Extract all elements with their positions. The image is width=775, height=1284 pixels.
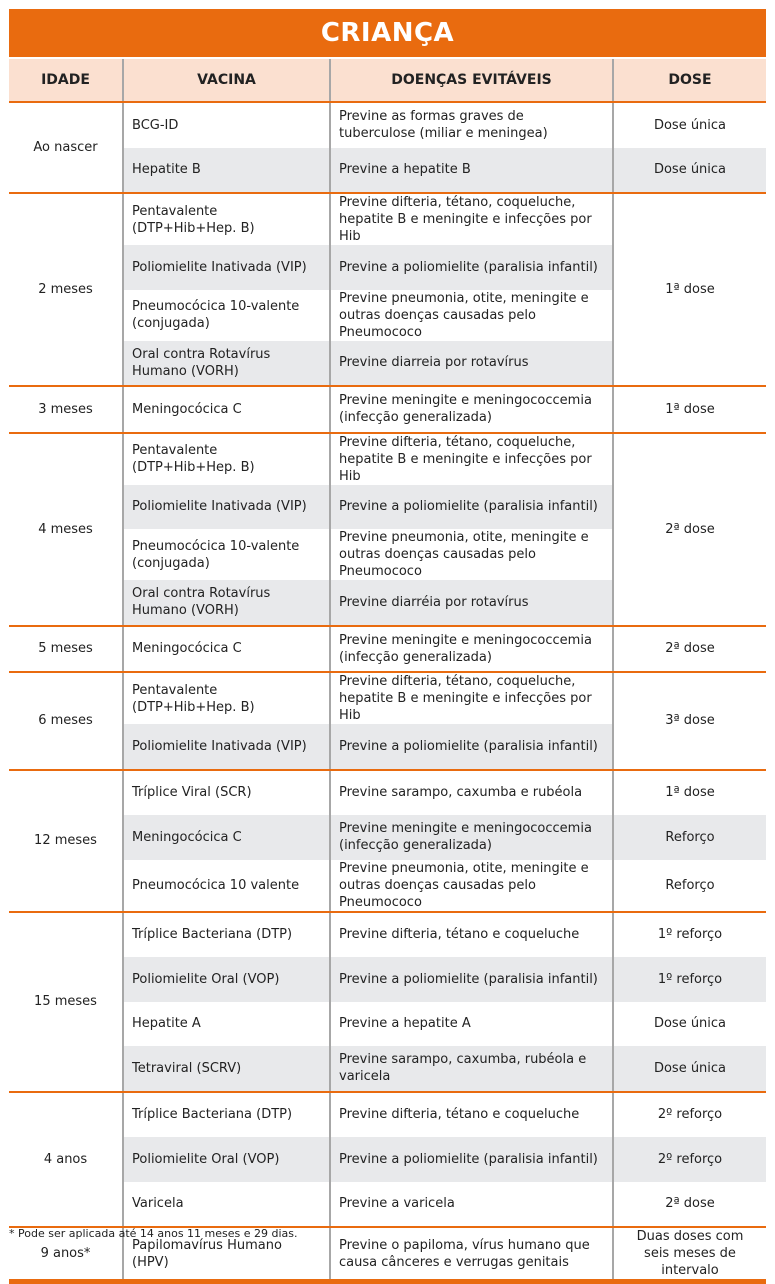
age-cell: 3 meses	[9, 386, 123, 433]
dose-cell: 2ª dose	[613, 626, 766, 673]
dose-cell: 2ª dose	[613, 433, 766, 626]
vaccine-cell: Tríplice Viral (SCR)	[123, 770, 330, 816]
header-vacina: VACINA	[123, 58, 330, 102]
disease-cell: Previne a hepatite B	[330, 148, 613, 194]
disease-cell: Previne pneumonia, otite, meningite e outras doenças causadas pelo Pneumococo	[330, 529, 613, 580]
disease-cell: Previne pneumonia, otite, meningite e outras doenças causadas pelo Pneumococo	[330, 860, 613, 912]
table-row	[9, 672, 766, 724]
table-row	[9, 957, 766, 1002]
disease-cell: Previne difteria, tétano, coqueluche, hepatite B e meningite e infecções por Hib	[330, 193, 613, 245]
age-cell: 12 meses	[9, 770, 123, 912]
age-cell: 4 anos	[9, 1092, 123, 1228]
dose-cell: Duas doses com seis meses de intervalo	[613, 1227, 766, 1280]
vaccine-cell: BCG-ID	[123, 102, 330, 148]
vaccine-cell: Poliomielite Oral (VOP)	[123, 1137, 330, 1182]
table-row	[9, 433, 766, 485]
table-row	[9, 815, 766, 860]
disease-cell: Previne meningite e meningococcemia (infecção generalizada)	[330, 626, 613, 673]
dose-cell: 2ª dose	[613, 1182, 766, 1228]
disease-cell: Previne o papiloma, vírus humano que causa cânceres e verrugas genitais	[330, 1227, 613, 1280]
table-row	[9, 1046, 766, 1092]
table-row	[9, 860, 766, 912]
disease-cell: Previne meningite e meningococcemia (infecção generalizada)	[330, 815, 613, 860]
dose-cell: Dose única	[613, 1046, 766, 1092]
table-row	[9, 1182, 766, 1228]
dose-cell: 1º reforço	[613, 957, 766, 1002]
age-cell: 5 meses	[9, 626, 123, 673]
vaccine-cell: Oral contra Rotavírus Humano (VORH)	[123, 580, 330, 626]
vaccine-cell: Oral contra Rotavírus Humano (VORH)	[123, 341, 330, 387]
disease-cell: Previne a hepatite A	[330, 1002, 613, 1047]
disease-cell: Previne diarreia por rotavírus	[330, 341, 613, 387]
disease-cell: Previne a poliomielite (paralisia infantil)	[330, 957, 613, 1002]
vaccine-table-container	[9, 9, 766, 1284]
vaccine-cell: Pentavalente (DTP+Hib+Hep. B)	[123, 433, 330, 485]
dose-cell: 1ª dose	[613, 386, 766, 433]
dose-cell: 1ª dose	[613, 770, 766, 816]
vaccine-cell: Pentavalente (DTP+Hib+Hep. B)	[123, 672, 330, 724]
vaccine-cell: Pentavalente (DTP+Hib+Hep. B)	[123, 193, 330, 245]
disease-cell: Previne pneumonia, otite, meningite e outras doenças causadas pelo Pneumococo	[330, 290, 613, 341]
header-dose: DOSE	[613, 58, 766, 102]
age-cell: 15 meses	[9, 912, 123, 1092]
table-row	[9, 102, 766, 148]
vaccine-cell: Poliomielite Inativada (VIP)	[123, 245, 330, 290]
disease-cell: Previne sarampo, caxumba e rubéola	[330, 770, 613, 816]
vaccine-cell: Pneumocócica 10-valente (conjugada)	[123, 529, 330, 580]
disease-cell: Previne a poliomielite (paralisia infantil)	[330, 245, 613, 290]
disease-cell: Previne difteria, tétano e coqueluche	[330, 1092, 613, 1138]
dose-cell: 2º reforço	[613, 1092, 766, 1138]
vaccine-table	[9, 57, 766, 1281]
vaccine-cell: Pneumocócica 10 valente	[123, 860, 330, 912]
vaccine-cell: Meningocócica C	[123, 386, 330, 433]
vaccine-cell: Tríplice Bacteriana (DTP)	[123, 1092, 330, 1138]
disease-cell: Previne as formas graves de tuberculose (miliar e meningea)	[330, 102, 613, 148]
age-cell: Ao nascer	[9, 102, 123, 193]
disease-cell: Previne difteria, tétano, coqueluche, hepatite B e meningite e infecções por Hib	[330, 433, 613, 485]
table-row	[9, 148, 766, 194]
disease-cell: Previne meningite e meningococcemia (infecção generalizada)	[330, 386, 613, 433]
vaccine-cell: Pneumocócica 10-valente (conjugada)	[123, 290, 330, 341]
vaccine-cell: Poliomielite Inativada (VIP)	[123, 485, 330, 530]
vaccine-cell: Hepatite B	[123, 148, 330, 194]
disease-cell: Previne a poliomielite (paralisia infantil)	[330, 724, 613, 770]
vaccine-cell: Tetraviral (SCRV)	[123, 1046, 330, 1092]
age-cell: 6 meses	[9, 672, 123, 770]
vaccine-cell: Meningocócica C	[123, 815, 330, 860]
disease-cell: Previne difteria, tétano, coqueluche, hepatite B e meningite e infecções por Hib	[330, 672, 613, 724]
footnote: * Pode ser aplicada até 14 anos 11 meses e 29 dias.	[9, 1227, 298, 1240]
header-idade: IDADE	[9, 58, 123, 102]
table-row	[9, 912, 766, 958]
disease-cell: Previne sarampo, caxumba, rubéola e varicela	[330, 1046, 613, 1092]
vaccine-cell: Varicela	[123, 1182, 330, 1228]
table-row	[9, 193, 766, 245]
table-row	[9, 1137, 766, 1182]
disease-cell: Previne a poliomielite (paralisia infantil)	[330, 1137, 613, 1182]
table-row	[9, 770, 766, 816]
dose-cell: Dose única	[613, 102, 766, 148]
vaccine-cell: Tríplice Bacteriana (DTP)	[123, 912, 330, 958]
dose-cell: 1º reforço	[613, 912, 766, 958]
age-cell: 2 meses	[9, 193, 123, 386]
age-cell: 4 meses	[9, 433, 123, 626]
table-row	[9, 1092, 766, 1138]
dose-cell: Reforço	[613, 815, 766, 860]
disease-cell: Previne difteria, tétano e coqueluche	[330, 912, 613, 958]
table-row	[9, 626, 766, 673]
vaccine-cell: Meningocócica C	[123, 626, 330, 673]
table-row	[9, 386, 766, 433]
vaccine-cell: Poliomielite Oral (VOP)	[123, 957, 330, 1002]
dose-cell: Dose única	[613, 1002, 766, 1047]
dose-cell: Reforço	[613, 860, 766, 912]
table-row	[9, 1002, 766, 1047]
age-cell: 9 anos*	[9, 1227, 123, 1280]
disease-cell: Previne diarréia por rotavírus	[330, 580, 613, 626]
vaccine-cell: Poliomielite Inativada (VIP)	[123, 724, 330, 770]
dose-cell: Dose única	[613, 148, 766, 194]
header-row	[9, 58, 766, 102]
dose-cell: 2º reforço	[613, 1137, 766, 1182]
table-title: CRIANÇA	[9, 9, 766, 57]
disease-cell: Previne a varicela	[330, 1182, 613, 1228]
vaccine-cell: Hepatite A	[123, 1002, 330, 1047]
vaccine-cell: Papilomavírus Humano (HPV)	[123, 1227, 330, 1280]
dose-cell: 3ª dose	[613, 672, 766, 770]
disease-cell: Previne a poliomielite (paralisia infantil)	[330, 485, 613, 530]
header-doencas: DOENÇAS EVITÁVEIS	[330, 58, 613, 102]
dose-cell: 1ª dose	[613, 193, 766, 386]
table-body	[9, 102, 766, 1280]
